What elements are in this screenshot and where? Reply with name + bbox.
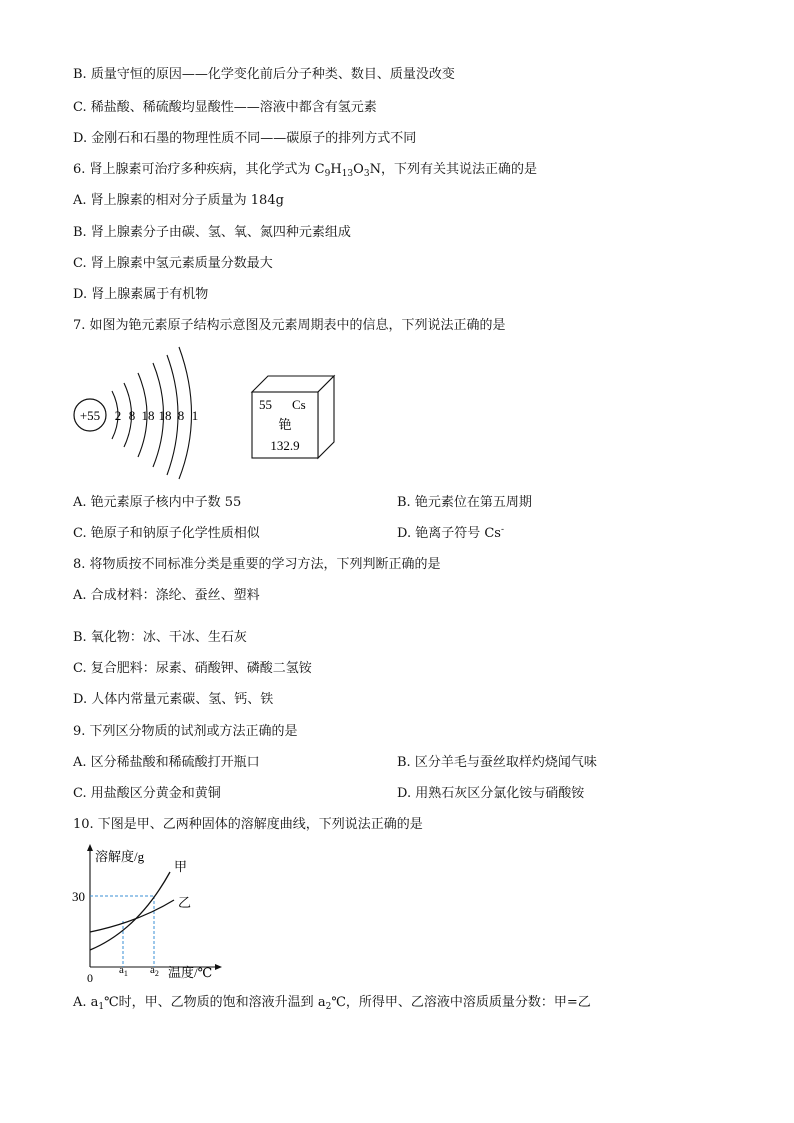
y-axis-label: 溶解度/g xyxy=(95,849,145,864)
element-name: 铯 xyxy=(278,417,292,432)
subscript: 2 xyxy=(325,1002,332,1012)
element-symbol: Cs xyxy=(292,397,306,412)
atomic-mass: 132.9 xyxy=(270,438,300,453)
q6-option-a: A. 肾上腺素的相对分子质量为 184g xyxy=(73,193,284,208)
q6-option-c: C. 肾上腺素中氢元素质量分数最大 xyxy=(73,256,273,271)
series-yi-curve xyxy=(90,900,174,932)
shell-electrons: 1 xyxy=(191,408,199,423)
q6-option-d: D. 肾上腺素属于有机物 xyxy=(73,287,209,302)
q9-option-a: A. 区分稀盐酸和稀硫酸打开瓶口 xyxy=(73,755,260,770)
atomic-structure-diagram xyxy=(68,345,208,480)
q10-a-text: ℃，所得甲、乙溶液中溶质质量分数：甲=乙 xyxy=(331,995,591,1010)
q10-stem: 10. 下图是甲、乙两种固体的溶解度曲线，下列说法正确的是 xyxy=(73,817,423,832)
origin-label: 0 xyxy=(87,971,93,982)
q8-option-d: D. 人体内常量元素碳、氢、钙、铁 xyxy=(73,692,274,707)
formula-element: H xyxy=(330,162,342,177)
atomic-number: 55 xyxy=(259,397,272,412)
q6-option-b: B. 肾上腺素分子由碳、氢、氧、氮四种元素组成 xyxy=(73,225,351,240)
q5-option-d: D. 金刚石和石墨的物理性质不同——碳原子的排列方式不同 xyxy=(73,131,417,146)
x-tick-a2: $a_2$ xyxy=(150,964,159,978)
q6-stem-text: 6. 肾上腺素可治疗多种疾病，其化学式为 C xyxy=(73,162,325,177)
formula-sub: 9 xyxy=(324,169,331,179)
q9-option-d: D. 用熟石灰区分氯化铵与硝酸铵 xyxy=(397,786,585,801)
series-jia-label: 甲 xyxy=(174,859,188,874)
solubility-chart xyxy=(68,842,228,982)
formula-sub: 13 xyxy=(341,169,354,179)
q9-option-c: C. 用盐酸区分黄金和黄铜 xyxy=(73,786,221,801)
q5-option-c: C. 稀盐酸、稀硫酸均显酸性——溶液中都含有氢元素 xyxy=(73,100,377,115)
q7-option-d-text: D. 铯离子符号 Cs xyxy=(397,526,501,541)
q6-stem xyxy=(73,161,537,179)
q10-a-text: A. a xyxy=(73,995,99,1010)
q5-option-b: B. 质量守恒的原因——化学变化前后分子种类、数目、质量没改变 xyxy=(73,67,455,82)
subscript: 1 xyxy=(98,1002,105,1012)
q8-option-c: C. 复合肥料：尿素、硝酸钾、磷酸二氢铵 xyxy=(73,661,312,676)
shell-electrons: 2 xyxy=(114,408,122,423)
q7-option-d xyxy=(397,525,504,543)
shell-electrons: 18 xyxy=(141,408,155,423)
q10-option-a xyxy=(73,994,591,1012)
shell-electrons: 8 xyxy=(177,408,185,423)
shell-electrons: 18 xyxy=(158,408,172,423)
q6-stem-suffix: ，下列有关其说法正确的是 xyxy=(380,162,537,177)
q8-stem: 8. 将物质按不同标准分类是重要的学习方法，下列判断正确的是 xyxy=(73,557,441,572)
x-axis-arrow xyxy=(215,964,222,970)
nucleus-charge: +55 xyxy=(79,408,101,423)
periodic-table-cell xyxy=(248,372,338,460)
formula-element: N xyxy=(369,162,381,177)
series-jia-curve xyxy=(90,872,170,950)
y-tick-label: 30 xyxy=(72,889,85,904)
q8-option-a: A. 合成材料：涤纶、蚕丝、塑料 xyxy=(73,588,260,603)
q10-a-text: ℃时，甲、乙物质的饱和溶液升温到 a xyxy=(104,995,326,1010)
q7-option-a: A. 铯元素原子核内中子数 55 xyxy=(73,495,242,510)
shell-electrons: 8 xyxy=(128,408,136,423)
q8-option-b: B. 氧化物：冰、干冰、生石灰 xyxy=(73,630,247,645)
formula-sub: 3 xyxy=(363,169,370,179)
y-axis-arrow xyxy=(87,844,93,851)
q7-stem: 7. 如图为铯元素原子结构示意图及元素周期表中的信息，下列说法正确的是 xyxy=(73,318,506,333)
q7-option-b: B. 铯元素位在第五周期 xyxy=(397,495,532,510)
q7-option-c: C. 铯原子和钠原子化学性质相似 xyxy=(73,526,260,541)
q9-stem: 9. 下列区分物质的试剂或方法正确的是 xyxy=(73,724,298,739)
x-axis-label: 温度/℃ xyxy=(168,965,213,980)
formula-element: O xyxy=(353,162,364,177)
x-tick-a1: $a_1$ xyxy=(119,964,128,978)
q9-option-b: B. 区分羊毛与蚕丝取样灼烧闻气味 xyxy=(397,755,597,770)
ion-charge: - xyxy=(500,525,505,535)
series-yi-label: 乙 xyxy=(178,895,192,910)
